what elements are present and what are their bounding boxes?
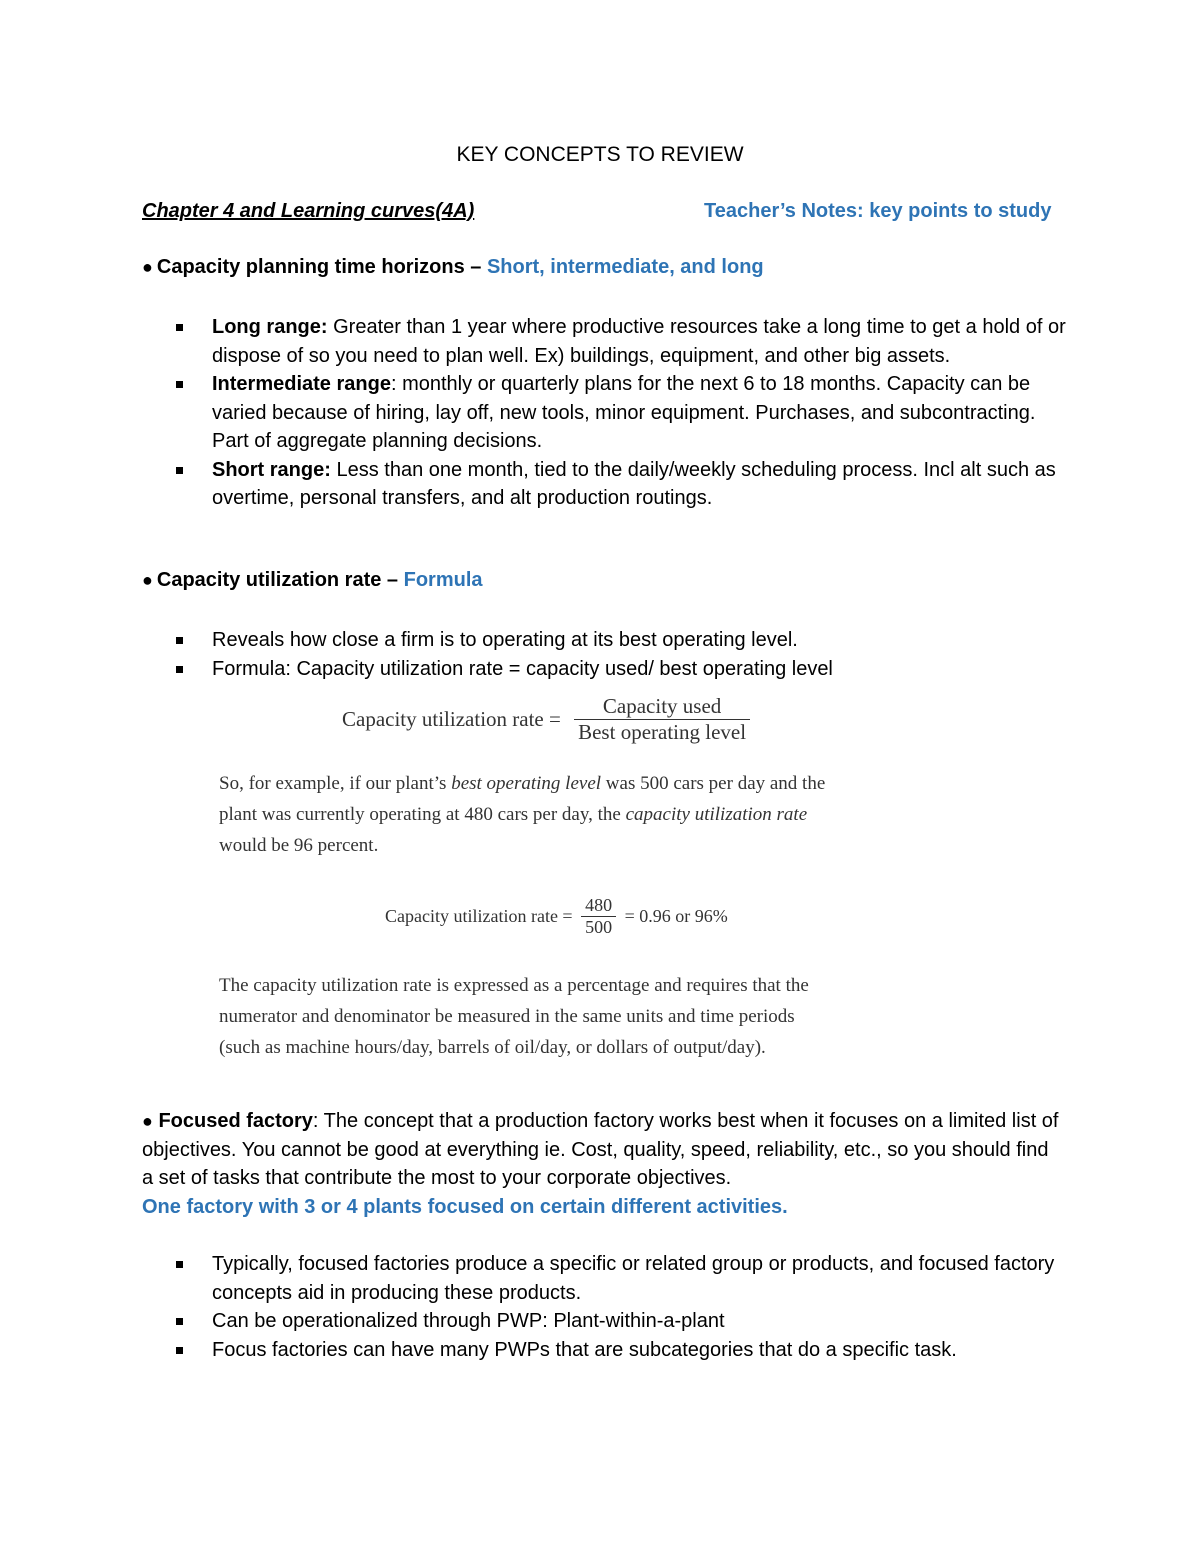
- list-item: Typically, focused factories produce a specific or related group or products, and focused factory concepts aid in producing these products.: [176, 1250, 1076, 1307]
- utilization-list: [176, 626, 1076, 683]
- square-bullet-icon: [176, 1261, 183, 1268]
- example-text: So, for example, if our plant’s best operating level was 500 cars per day and the plant was currently operating at 480 cars per day, the capacity utilization rate would be 96 percent.: [219, 773, 826, 856]
- formula-display: Capacity utilization rate = $\frac{\text{Capacity used}}{\text{Best operating level}}$: [342, 694, 750, 745]
- page-title: KEY CONCEPTS TO REVIEW: [456, 143, 744, 166]
- formula-fraction: $\frac{\text{Capacity used}}{\text{Best operating level}}$: [574, 694, 750, 745]
- square-bullet-icon: [176, 1318, 183, 1325]
- example-note: The capacity utilization rate is expressed as a percentage and requires that the numerator and denominator be measured in the same units and time periods (such as machine hours/day, barrels of oil/day, or dollars of output/day).: [219, 975, 809, 1058]
- bullet-icon: ●: [142, 1111, 153, 1131]
- teacher-notes-heading: Teacher’s Notes: key points to study: [704, 200, 1052, 222]
- list-item: Long range: Greater than 1 year where productive resources take a long time to get a hold of or dispose of so you need to plan well. Ex) buildings, equipment, and other big assets.: [176, 313, 1076, 370]
- section-heading-utilization: ● Capacity utilization rate – Formula: [142, 569, 483, 591]
- list-item: Reveals how close a firm is to operating at its best operating level.: [176, 626, 1076, 655]
- calculation-fraction: $\frac{480}{500}$: [581, 895, 616, 938]
- square-bullet-icon: [176, 324, 183, 331]
- chapter-heading: Chapter 4 and Learning curves(4A): [142, 200, 475, 222]
- square-bullet-icon: [176, 637, 183, 644]
- section-heading-time-horizons: ● Capacity planning time horizons – Short, intermediate, and long: [142, 256, 764, 278]
- bullet-icon: ●: [142, 257, 153, 277]
- list-item: Intermediate range: monthly or quarterly plans for the next 6 to 18 months. Capacity can be varied because of hiring, lay off, new tools, minor equipment. Purchases, and subcontracting. Part of aggregate planning decisions.: [176, 370, 1076, 456]
- list-item: Can be operationalized through PWP: Plant-within-a-plant: [176, 1307, 1076, 1336]
- list-item: Formula: Capacity utilization rate = capacity used/ best operating level: [176, 655, 1076, 684]
- focused-factory-highlight: One factory with 3 or 4 plants focused on certain different activities.: [142, 1195, 788, 1218]
- square-bullet-icon: [176, 381, 183, 388]
- focused-factory-list: [176, 1250, 1076, 1364]
- time-horizons-list: [176, 313, 1076, 513]
- square-bullet-icon: [176, 1347, 183, 1354]
- list-item: Short range: Less than one month, tied to the daily/weekly scheduling process. Incl alt such as overtime, personal transfers, and alt production routings.: [176, 456, 1076, 513]
- focused-factory-paragraph: ● Focused factory: The concept that a production factory works best when it focuses on a limited list of objectives. You cannot be good at everything ie. Cost, quality, speed, reliability, etc., so you should find a set of tasks that contribute the most to your corporate objectives. One factory with 3 or 4 plants focused on certain different activities.: [142, 1107, 1062, 1221]
- bullet-icon: ●: [142, 570, 153, 590]
- square-bullet-icon: [176, 666, 183, 673]
- square-bullet-icon: [176, 467, 183, 474]
- list-item: Focus factories can have many PWPs that are subcategories that do a specific task.: [176, 1336, 1076, 1365]
- example-calculation: Capacity utilization rate = $\frac{480}{500}$ = 0.96 or 96%: [385, 895, 728, 937]
